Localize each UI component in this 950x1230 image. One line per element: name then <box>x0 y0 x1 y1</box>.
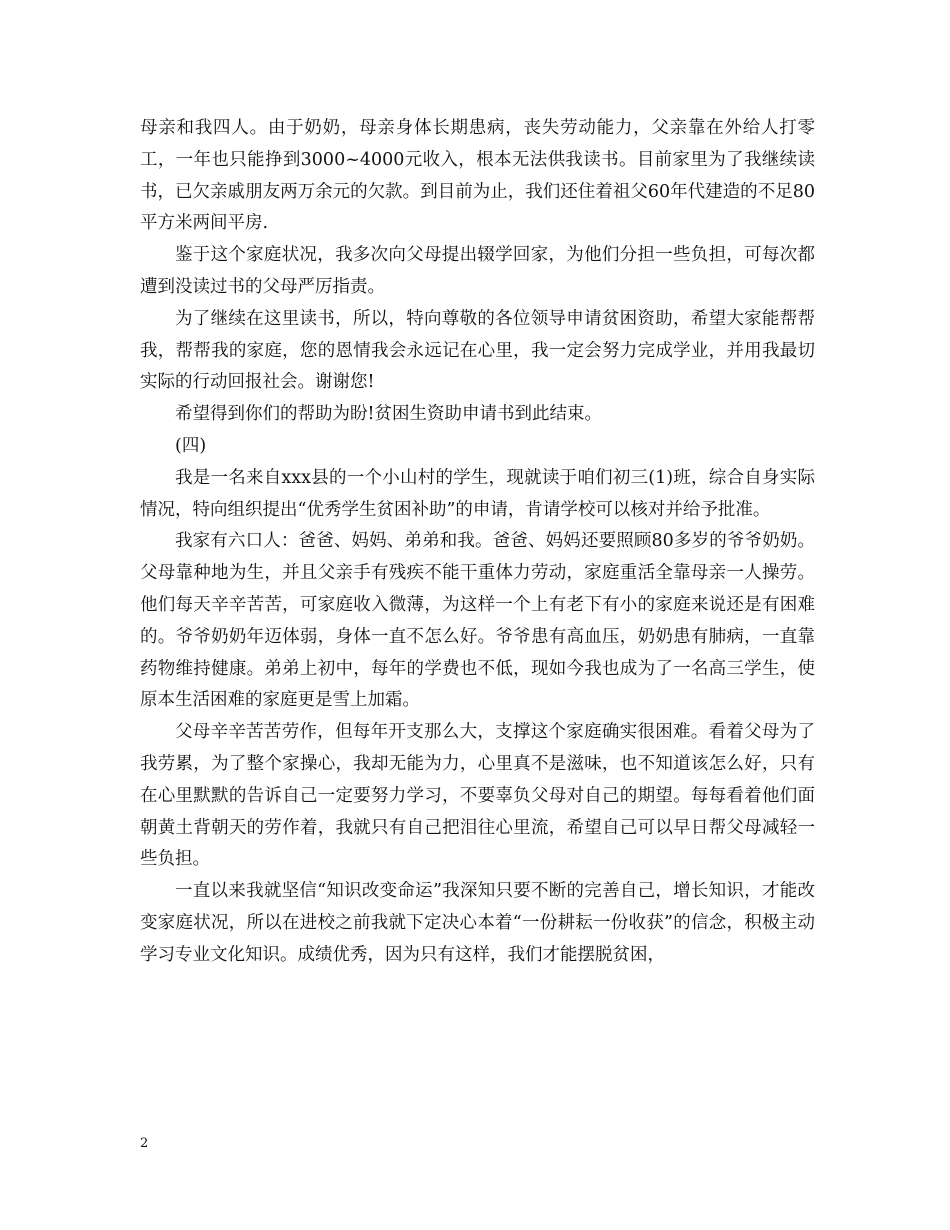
paragraph-5: 我是一名来自xxx县的一个小山村的学生，现就读于咱们初三(1)班，综合自身实际情况，特向组织提出“优秀学生贫困补助”的申请，肯请学校可以核对并给予批准。 <box>140 467 815 520</box>
page-number: 2 <box>140 1136 149 1151</box>
paragraph-3: 为了继续在这里读书，所以，特向尊敬的各位领导申请贫困资助，希望大家能帮帮我，帮帮我的家庭，您的恩情我会永远记在心里，我一定会努力完成学业，并用我最切实际的行动回报社会。谢谢您! <box>140 308 815 393</box>
paragraph-6: 我家有六口人：爸爸、妈妈、弟弟和我。爸爸、妈妈还要照顾80多岁的爷爷奶奶。父母靠种地为生，并且父亲手有残疾不能干重体力劳动，家庭重活全靠母亲一人操劳。他们每天辛辛苦苦，可家庭收入微薄，为这样一个上有老下有小的家庭来说还是有困难的。爷爷奶奶年迈体弱，身体一直不怎么好。爷爷患有高血压，奶奶患有肺病，一直靠药物维持健康。弟弟上初中，每年的学费也不低，现如今我也成为了一名高三学生，使原本生活困难的家庭更是雪上加霜。 <box>140 531 815 711</box>
section-heading-4: (四) <box>175 435 207 456</box>
paragraph-1: 母亲和我四人。由于奶奶，母亲身体长期患病，丧失劳动能力，父亲靠在外给人打零工，一年也只能挣到3000~4000元收入，根本无法供我读书。目前家里为了我继续读书，已欠亲戚朋友两万余元的欠款。到目前为止，我们还住着祖父60年代建造的不足80平方米两间平房. <box>140 118 815 234</box>
paragraph-7: 父母辛辛苦苦劳作，但每年开支那么大，支撑这个家庭确实很困难。看着父母为了我劳累，为了整个家操心，我却无能为力，心里真不是滋味，也不知道该怎么好，只有在心里默默的告诉自己一定要努力学习，不要辜负父母对自己的期望。每每看着他们面朝黄土背朝天的劳作着，我就只有自己把泪往心里流，希望自己可以早日帮父母减轻一些负担。 <box>140 722 815 870</box>
paragraph-8: 一直以来我就坚信“知识改变命运”我深知只要不断的完善自己，增长知识，才能改变家庭状况，所以在进校之前我就下定决心本着“一份耕耘一份收获”的信念，积极主动学习专业文化知识。成绩优秀，因为只有这样，我们才能摆脱贫困， <box>140 881 815 965</box>
paragraph-4: 希望得到你们的帮助为盼!贫困生资助申请书到此结束。 <box>175 404 603 425</box>
document-body <box>140 113 815 972</box>
paragraph-2: 鉴于这个家庭状况，我多次向父母提出辍学回家，为他们分担一些负担，可每次都遭到没读过书的父母严厉指责。 <box>140 245 815 297</box>
